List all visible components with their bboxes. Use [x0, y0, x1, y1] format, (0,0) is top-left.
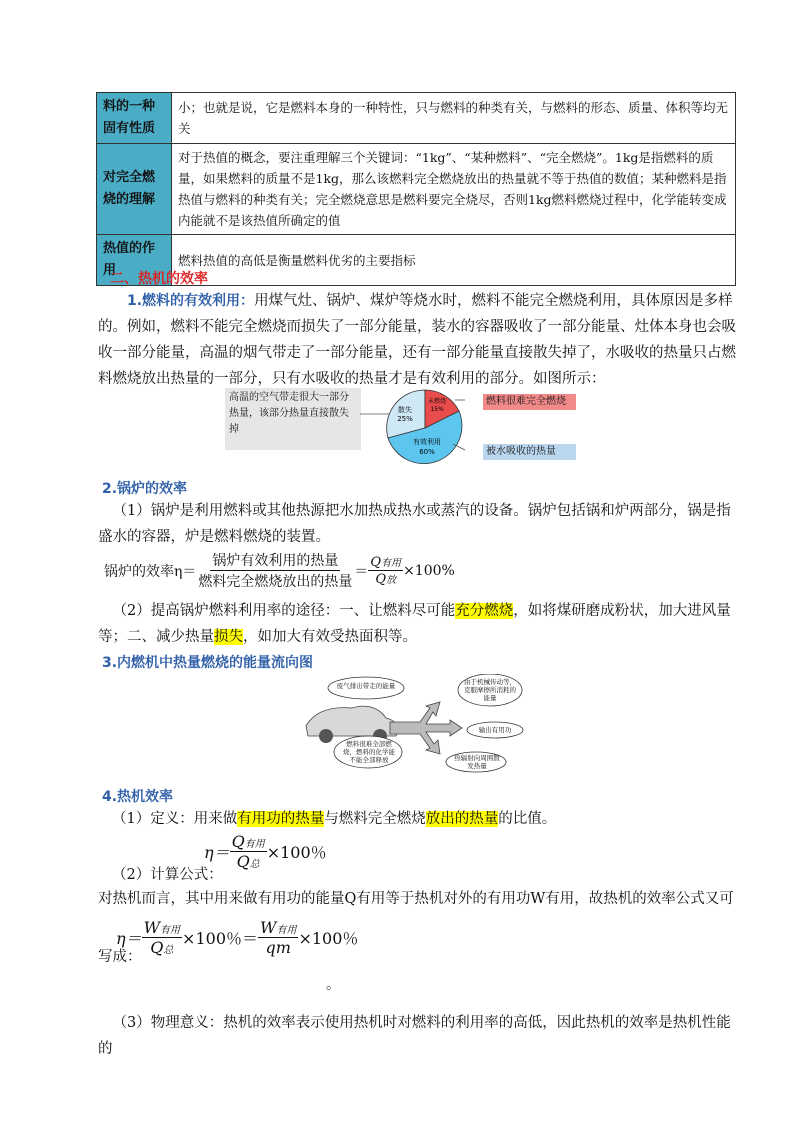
formula-equals: ＝	[354, 563, 369, 580]
highlight: 有用功的热量	[237, 811, 325, 827]
unburnt-label: 燃料很难完全燃烧	[483, 394, 576, 410]
paragraph-definition	[112, 806, 738, 832]
w-symbol: W	[260, 918, 277, 937]
paragraph-boiler: （1）锅炉是利用燃料或其他热源把水加热成热水或蒸汽的设备。锅炉包括锅和炉两部分，锅是指盛水的容器，炉是燃料燃烧的装置。	[98, 503, 731, 545]
section-heading: 二、热机的效率	[110, 271, 208, 287]
subsection-title: 3.内燃机中热量燃烧的能量流向图	[102, 655, 314, 671]
lost-heat-label: 高温的空气带走很大一部分热量，该部分热量直接散失掉	[225, 388, 361, 450]
formula-tail: ×100%	[403, 562, 455, 579]
table-key: 料的一种固有性质	[97, 93, 172, 144]
table-key: 热值的作用	[97, 235, 172, 286]
bubble-exhaust: 废气排出带走的能量	[336, 682, 396, 690]
w-sub: 有用	[160, 925, 181, 936]
text: （2）提高锅炉燃料利用率的途径：一、让燃料尽可能	[112, 603, 456, 619]
q-symbol: Q	[375, 572, 387, 587]
paragraph-engine: 对热机而言，其中用来做有用功的能量Q有用等于热机对外的有用功W有用，故热机的效率公式又可	[98, 891, 734, 907]
q-sub: 放	[386, 575, 397, 586]
highlight: 损失	[214, 629, 243, 645]
subsection-title: 4.热机效率	[102, 789, 174, 805]
table-value: 燃料热值的高低是衡量燃料优劣的主要指标	[172, 235, 736, 286]
text: ，如将煤研磨成粉状，加大进风量等；二、减少热量	[98, 603, 731, 645]
paragraph-fuel-use	[98, 288, 738, 392]
table-value: 对于热值的概念，要注重理解三个关键词：“1kg”、“某种燃料”、“完全燃烧”。1kg是指燃料的质量，如果燃料的质量不是1kg，那么该燃料完全燃烧放出的热量就不等于热值的数值；某种燃料是指热值与燃料的种类有关；完全燃烧意思是燃料要完全烧尽，否则1kg燃料燃烧过程中，化学能转变成内能就不是该热值所确定的值	[172, 144, 736, 235]
table-value: 小；也就是说，它是燃料本身的一种特性，只与燃料的种类有关，与燃料的形态、质量、体积等均无关	[172, 93, 736, 144]
q-sub: 总	[163, 945, 174, 956]
q-symbol: Q	[370, 555, 382, 570]
boiler-formula	[104, 550, 455, 591]
flow-arrow	[390, 702, 462, 754]
eta: η＝	[204, 843, 230, 862]
slice-lost-label: 散失	[398, 406, 412, 414]
paragraph-improve	[98, 598, 738, 650]
q-sub: 有用	[244, 839, 265, 850]
bubble-friction: 由于机械传动等，克服摩擦所消耗的能量	[464, 678, 516, 702]
engine-formula-2	[116, 918, 358, 957]
text: 的比值。	[498, 811, 557, 827]
highlight: 充分燃烧	[455, 603, 514, 619]
slice-used-pct: 60%	[419, 448, 435, 456]
q-sub: 有用	[381, 558, 402, 569]
text: ，如加大有效受热面积等。	[243, 629, 417, 645]
slice-used-label: 有效利用	[413, 438, 441, 446]
table-row	[97, 144, 736, 235]
w-symbol: W	[143, 918, 161, 937]
bubble-useful-work: 输出有用功	[478, 726, 512, 734]
formula-equals: ＝	[242, 929, 259, 948]
formula-label: 写成：	[98, 949, 142, 965]
formula-label: （2）计算公式：	[112, 867, 223, 883]
subsection-title: 2.锅炉的效率	[102, 481, 188, 497]
slice-unburnt-pct: 15%	[430, 406, 444, 413]
bubble-radiation: 热辐射向周围散发热量	[454, 754, 500, 770]
pie-chart	[355, 386, 465, 466]
eta: η＝	[116, 929, 142, 948]
subsection-title: 1.燃料的有效利用：	[127, 293, 255, 309]
formula-numerator: 锅炉有效利用的热量	[210, 550, 340, 571]
period: 。	[326, 977, 341, 993]
formula-tail: ×100％	[298, 929, 359, 948]
bubble-unburnt: 燃料很难全部燃烧，燃料的化学能不能全部释放	[343, 740, 395, 764]
q-symbol: Q	[236, 852, 250, 871]
paragraph-meaning: （3）物理意义：热机的效率表示使用热机时对燃料的利用率的高低，因此热机的效率是热机性能的	[98, 1015, 731, 1057]
formula-prefix: 锅炉的效率η＝	[104, 563, 197, 580]
table-row	[97, 93, 736, 144]
qm: qm	[265, 938, 291, 957]
formula-tail: ×100％	[182, 929, 242, 948]
text: 与燃料完全燃烧	[324, 811, 426, 827]
table-key: 对完全燃烧的理解	[97, 144, 172, 235]
w-sub: 有用	[276, 925, 297, 936]
highlight: 放出的热量	[425, 811, 499, 827]
pie-diagram	[225, 386, 575, 466]
q-symbol: Q	[150, 938, 164, 957]
used-label: 被水吸收的热量	[483, 444, 576, 460]
definition-table	[96, 92, 736, 286]
q-sub: 总	[249, 859, 260, 870]
energy-flow-diagram	[300, 674, 530, 774]
paragraph-text: 用煤气灶、锅炉、煤炉等烧水时，燃料不能完全燃烧利用，具体原因是多样的。例如，燃料不能完全燃烧而损失了一部分能量，装水的容器吸收了一部分能量、灶体本身也会吸收一部分能量，高温的烟气带走了一部分能量，还有一部分能量直接散失掉了，水吸收的热量只占燃料燃烧放出热量的一部分，只有水吸收的热量才是有效利用的部分。如图所示：	[98, 293, 736, 387]
slice-unburnt-label: 未燃烧	[427, 398, 447, 405]
formula-tail: ×100％	[266, 843, 327, 862]
formula-denominator: 燃料完全燃烧放出的热量	[198, 574, 353, 590]
q-symbol: Q	[231, 832, 245, 851]
slice-lost-pct: 25%	[397, 415, 413, 423]
text: （1）定义：用来做	[112, 811, 238, 827]
